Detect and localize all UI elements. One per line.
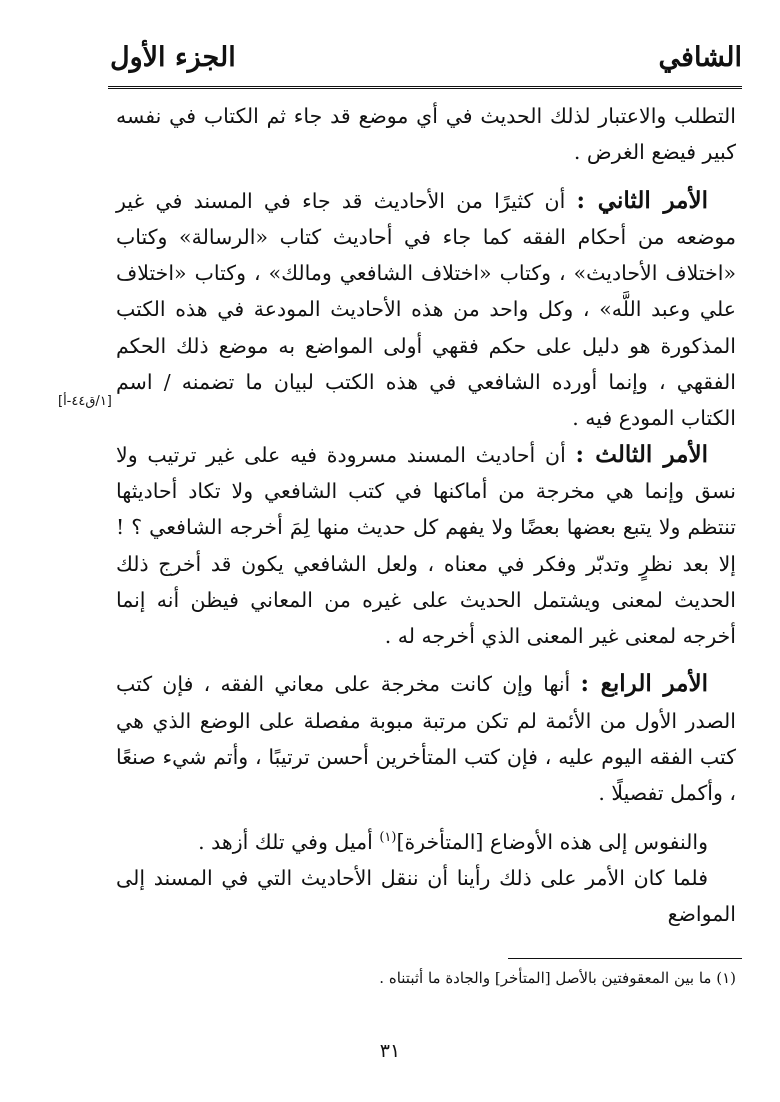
footnote-reference: (١): [379, 829, 397, 845]
second-matter-heading: الأمر الثاني :: [576, 186, 708, 214]
book-title: الشافي: [658, 42, 742, 73]
page-number: ٣١: [379, 1040, 401, 1062]
second-matter-text: أن كثيرًا من الأحاديث قد جاء في المسند في غير موضعه من أحكام الفقه كما جاء في أحاديث كتاب «الرسالة» وكتاب «اختلاف الأحاديث» ، وكتاب «اختلاف الشافعي ومالك» ، وكتاب «اختلاف علي وعبد اللَّه» ، وكل واحد من هذه الأحاديث المودعة في هذه الكتب المذكورة هو دليل على حكم فقهي أولى المواضع به موضع ذلك الحكم الفقهي ، وإنما أورده الشافعي في هذه الكتب لبيان ما تضمنه / اسم الكتاب المودع فيه .: [116, 188, 736, 431]
third-matter-heading: الأمر الثالث :: [575, 440, 708, 468]
third-matter-text: أن أحاديث المسند مسرودة فيه على غير ترتيب ولا نسق وإنما هي مخرجة من أماكنها في كتب الشافعي ولا تكاد أحاديثها تنتظم ولا يتبع بعضها بعضًا ولا يفهم كل حديث منها لِمَ أخرجه الشافعي ؟ ! إلا بعد نظرٍ وتدبّر وفكر في معناه ، ولعل الشافعي يكون قد أخرج ذلك الحديث لمعنى ويشتمل الحديث على غيره من المعاني فيظن أنه إنما أخرجه لمعنى غير المعنى الذي أخرجه له .: [116, 442, 736, 649]
paragraph-5-start: والنفوس إلى هذه الأوضاع [المتأخرة]: [396, 829, 708, 854]
manuscript-margin-note: [١/ق٤٤-أ]: [58, 394, 112, 409]
fourth-matter-text: أنها وإن كانت مخرجة على معاني الفقه ، فإن كتب الصدر الأول من الأئمة لم تكن مرتبة مبوبة مفصلة على الوضع الذي هي كتب الفقه اليوم عليه ، فإن كتب المتأخرين أحسن ترتيبًا ، وأتم شيء صنعًا ، وأكمل تفصيلًا .: [116, 672, 736, 806]
main-text: [116, 98, 736, 933]
footnote: (١) ما بين المعقوفتين بالأصل [المتأخر] والجادة ما أثبتناه .: [379, 969, 736, 987]
footnote-divider: [508, 958, 742, 959]
header-divider: [108, 86, 742, 89]
page-header: [110, 36, 742, 82]
paragraph-1: التطلب والاعتبار لذلك الحديث في أي موضع قد جاء ثم الكتاب في نفسه كبير فيضع الغرض .: [116, 104, 736, 165]
paragraph-fourth-matter: [116, 666, 736, 811]
paragraph-5-end: أميل وفي تلك أزهد .: [198, 829, 380, 854]
paragraph-5: [116, 824, 736, 860]
paragraph-6: فلما كان الأمر على ذلك رأينا أن ننقل الأحاديث التي في المسند إلى المواضع: [116, 865, 736, 927]
part-title: الجزء الأول: [110, 42, 236, 73]
fourth-matter-heading: الأمر الرابع :: [580, 670, 708, 698]
paragraph-third-matter: [116, 437, 736, 655]
paragraph-second-matter: [116, 183, 736, 437]
